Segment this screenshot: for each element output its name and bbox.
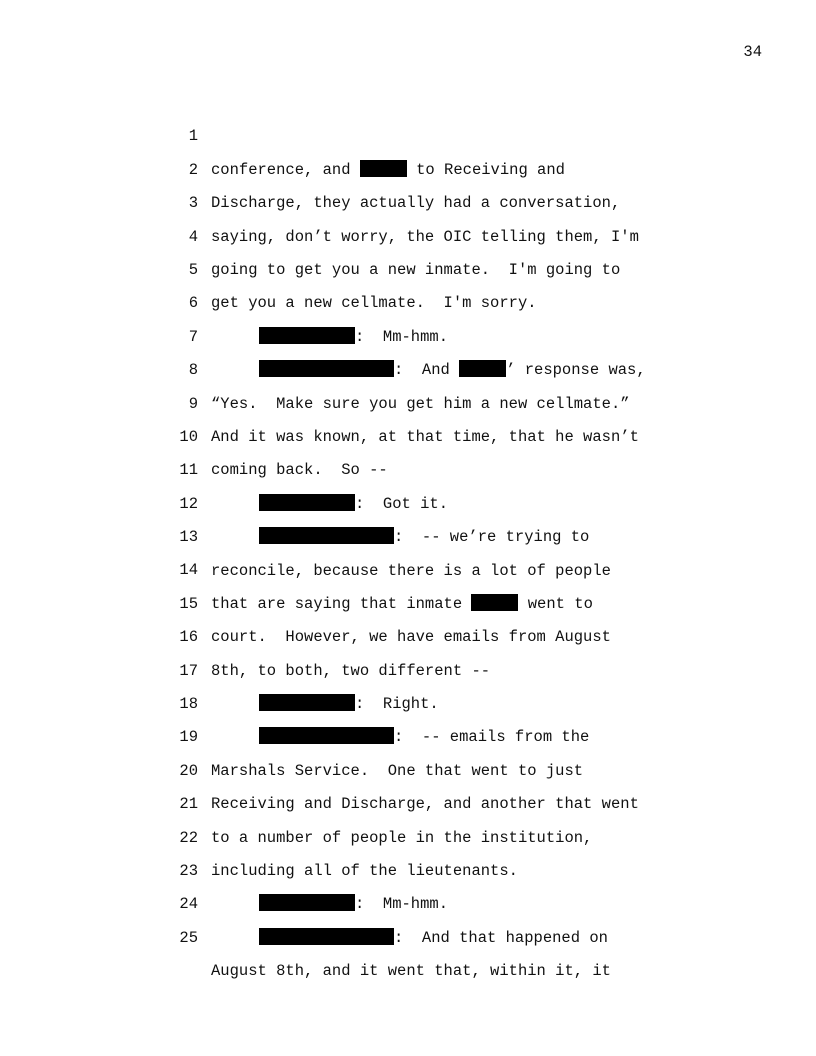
line-number: 15 — [179, 594, 198, 613]
line-number: 8 — [188, 361, 198, 380]
text-segment: : -- we’re trying to — [394, 528, 590, 547]
line-number: 10 — [179, 427, 198, 446]
line-number: 23 — [179, 862, 198, 880]
speaker-redaction — [259, 928, 394, 945]
line-number: 5 — [188, 260, 198, 279]
line-number: 21 — [179, 795, 198, 814]
line-number: 12 — [179, 494, 198, 513]
line-text: coming back. So -- — [211, 461, 388, 480]
line-number: 16 — [179, 628, 198, 647]
line-text: including all of the lieutenants. — [211, 862, 518, 881]
line-text: And it was known, at that time, that he wasn’t — [211, 427, 639, 446]
line-number: 20 — [179, 761, 198, 780]
line-number: 13 — [179, 528, 198, 547]
line-number: 18 — [179, 695, 198, 714]
line-number: 2 — [188, 160, 198, 179]
line-text: 8th, to both, two different -- — [211, 661, 491, 680]
line-number: 24 — [179, 895, 198, 914]
line-text: reconcile, because there is a lot of people — [211, 561, 611, 580]
line-number: 11 — [179, 461, 198, 480]
text-segment: : Got it. — [355, 494, 449, 513]
text-segment: : Right. — [355, 695, 439, 714]
text-segment: : -- emails from the — [394, 728, 590, 747]
line-text: Receiving and Discharge, and another that went — [211, 795, 639, 814]
text-segment: conference, and — [211, 160, 360, 179]
line-text: court. However, we have emails from August — [211, 628, 611, 647]
line-text: “Yes. Make sure you get him a new cellmate.” — [211, 394, 630, 413]
line-text: get you a new cellmate. I'm sorry. — [211, 294, 537, 313]
text-segment: to Receiving and — [406, 160, 565, 179]
line-number: 3 — [188, 194, 198, 213]
text-segment: went to — [518, 594, 593, 613]
line-text: to a number of people in the institution, — [211, 828, 593, 847]
speaker-line — [259, 922, 608, 955]
line-number: 25 — [179, 928, 198, 947]
line-number: 9 — [188, 394, 198, 413]
line-number: 4 — [188, 227, 198, 246]
transcript-line — [150, 87, 750, 179]
text-segment: that are saying that inmate — [211, 594, 472, 613]
line-number: 17 — [179, 661, 198, 680]
line-text: going to get you a new inmate. I'm going to — [211, 260, 621, 279]
line-text: Marshals Service. One that went to just — [211, 761, 584, 780]
line-number: 22 — [179, 828, 198, 847]
line-text: saying, don’t worry, the OIC telling them, I'm — [211, 227, 639, 246]
text-segment: : And that happened on — [394, 928, 608, 947]
line-number: 1 — [188, 127, 198, 146]
line-number: 7 — [188, 327, 198, 346]
text-segment: : And — [394, 361, 460, 380]
line-number: 14 — [179, 561, 198, 580]
page-number: 34 — [743, 43, 762, 61]
line-text: August 8th, and it went that, within it, it — [211, 962, 611, 981]
transcript-body — [150, 87, 750, 981]
text-segment: ’ response was, — [506, 361, 646, 380]
text-segment: : Mm-hmm. — [355, 895, 449, 914]
text-segment: : Mm-hmm. — [355, 327, 449, 346]
line-text: Discharge, they actually had a conversation, — [211, 194, 621, 213]
line-number: 19 — [179, 728, 198, 747]
line-number: 6 — [188, 294, 198, 313]
